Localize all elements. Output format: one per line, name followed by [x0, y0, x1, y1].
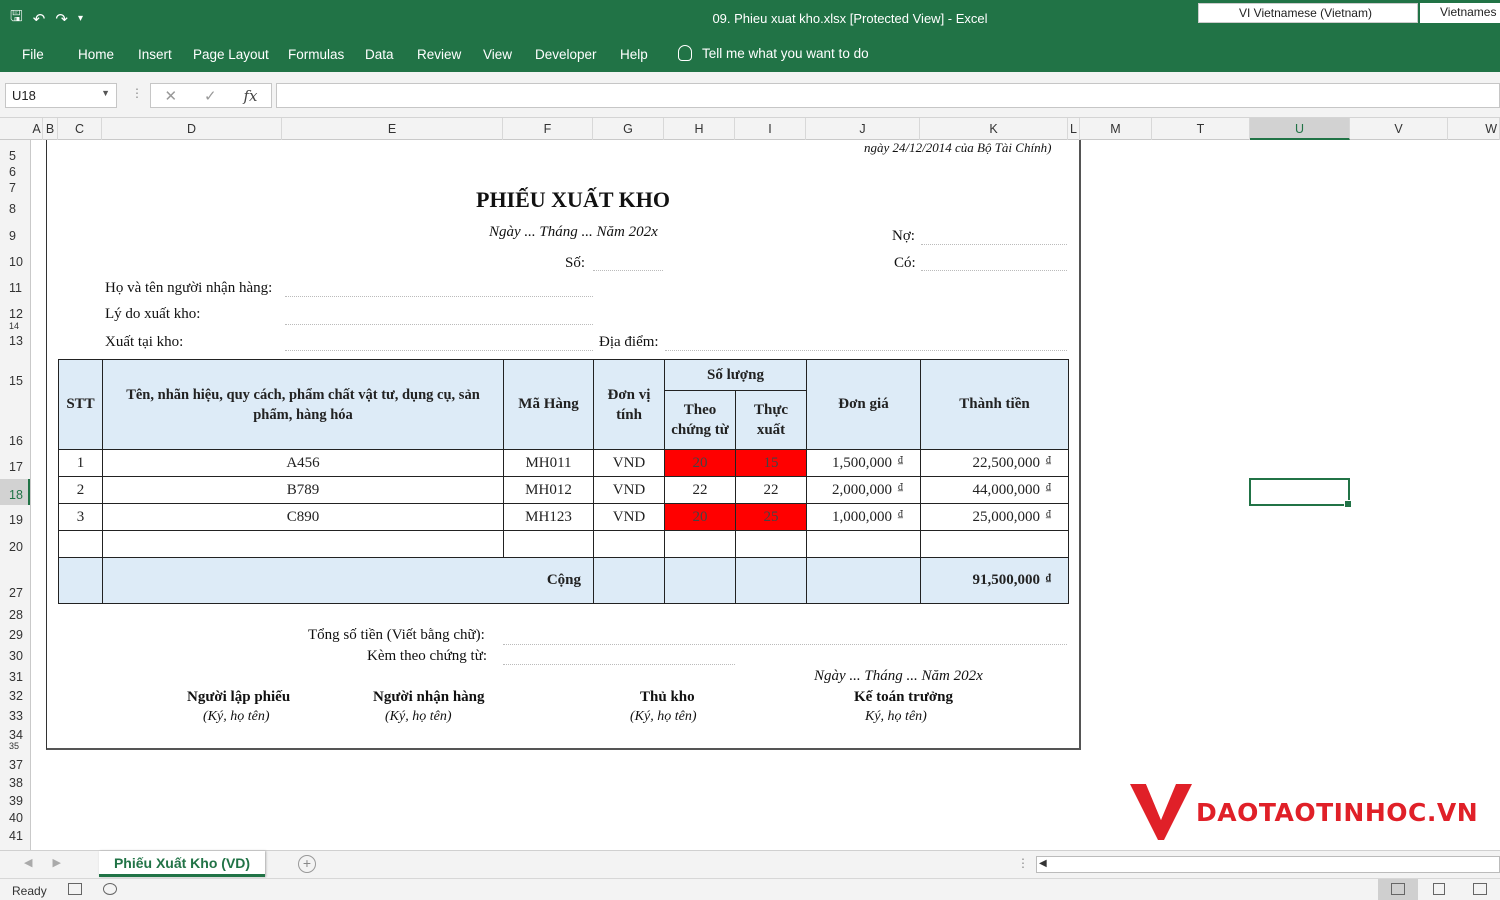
cell-unit[interactable]: VND	[594, 477, 665, 504]
warehouse-field[interactable]	[285, 350, 593, 351]
so-field[interactable]	[593, 270, 663, 271]
normal-view-button[interactable]	[1378, 879, 1418, 900]
col-header[interactable]: T	[1152, 118, 1250, 140]
next-sheet-icon[interactable]: ▶	[52, 857, 61, 869]
col-header[interactable]: G	[593, 118, 664, 140]
signer-role: Người lập phiếu	[187, 689, 291, 705]
scroll-left-icon[interactable]: ◀	[1039, 858, 1047, 869]
col-header[interactable]: W	[1448, 118, 1500, 140]
row-header[interactable]: 8	[9, 202, 16, 216]
customize-qat-icon[interactable]: ▾	[77, 13, 83, 24]
cell-unit-price[interactable]	[807, 504, 921, 531]
row-header[interactable]: 38	[9, 776, 23, 790]
cell-unit[interactable]: VND	[594, 504, 665, 531]
tab-home[interactable]: Home	[78, 47, 115, 62]
more-icon: ⋮	[1017, 856, 1029, 870]
title-bar	[0, 0, 1500, 38]
col-header[interactable]: H	[664, 118, 735, 140]
cell-unit-price[interactable]	[807, 450, 921, 477]
cell-code[interactable]: MH011	[504, 450, 594, 477]
warehouse-label: Xuất tại kho:	[105, 334, 184, 350]
signer-note: (Ký, họ tên)	[385, 709, 452, 724]
cell-empty[interactable]	[103, 531, 504, 558]
status-bar	[0, 878, 1500, 900]
cell-stt[interactable]: 2	[59, 477, 103, 504]
cell-empty[interactable]	[921, 531, 1069, 558]
lightbulb-icon	[678, 45, 692, 61]
cell-qty-actual[interactable]: 25	[736, 504, 807, 531]
sheet-tabs-bar	[0, 850, 1500, 878]
total-amount: 91,500,000	[972, 572, 1040, 588]
grid-icon	[1391, 883, 1405, 895]
table-row-empty	[59, 531, 1069, 558]
header-item-name: Tên, nhãn hiệu, quy cách, phẩm chất vật tư, dụng cụ, sản phẩm, hàng hóa	[103, 360, 504, 450]
row-header[interactable]: 37	[9, 758, 23, 772]
cell-unit[interactable]: VND	[594, 450, 665, 477]
row-headers	[0, 140, 31, 850]
status-text: Ready	[12, 884, 47, 898]
row-header[interactable]: 5	[9, 149, 16, 163]
cell-empty[interactable]	[504, 531, 594, 558]
sign-date: Ngày ... Tháng ... Năm 202x	[814, 668, 983, 684]
currency-symbol: ₫	[1045, 509, 1051, 520]
formula-input[interactable]	[276, 83, 1500, 108]
accessibility-icon[interactable]	[103, 883, 117, 895]
cell-item-name[interactable]: C890	[103, 504, 504, 531]
cell-unit-price[interactable]	[807, 477, 921, 504]
col-header[interactable]: F	[503, 118, 593, 140]
col-header[interactable]: E	[282, 118, 503, 140]
more-icon: ⋮	[131, 86, 143, 100]
col-header[interactable]: J	[806, 118, 920, 140]
row-header[interactable]: 16	[9, 434, 23, 448]
prev-sheet-icon[interactable]: ◀	[24, 857, 33, 869]
row-header[interactable]: 41	[9, 829, 23, 843]
cell-qty-actual[interactable]: 15	[736, 450, 807, 477]
row-header[interactable]: 6	[9, 165, 16, 179]
cell-stt[interactable]: 3	[59, 504, 103, 531]
location-label: Địa điểm:	[599, 334, 659, 350]
currency-symbol: ₫	[897, 509, 903, 520]
cell-empty[interactable]	[665, 558, 736, 604]
language-indicator[interactable]: VI Vietnamese (Vietnam)	[1198, 3, 1418, 23]
col-header[interactable]: I	[735, 118, 806, 140]
header-code: Mã Hàng	[504, 360, 594, 450]
sheet-tab-active[interactable]: Phiếu Xuất Kho (VD)	[99, 851, 265, 877]
receiver-field[interactable]	[285, 296, 593, 297]
row-header[interactable]: 29	[9, 628, 23, 642]
location-field[interactable]	[665, 350, 1067, 351]
price-value: 1,500,000	[832, 454, 892, 471]
col-header[interactable]: L	[1068, 118, 1080, 140]
cell-empty[interactable]	[665, 531, 736, 558]
tab-file[interactable]: File	[22, 47, 44, 62]
tab-insert[interactable]: Insert	[138, 47, 172, 62]
tab-view[interactable]: View	[483, 47, 513, 62]
cell-empty[interactable]	[807, 531, 921, 558]
cell-amount[interactable]	[921, 504, 1069, 531]
tell-me-label: Tell me what you want to do	[702, 45, 869, 61]
tell-me-box[interactable]	[678, 45, 869, 61]
page-icon	[1433, 883, 1445, 895]
col-header[interactable]: M	[1080, 118, 1152, 140]
signer-role: Người nhận hàng	[373, 689, 485, 705]
macro-record-icon[interactable]	[68, 883, 82, 895]
formula-buttons	[150, 83, 272, 108]
logo-mark-icon	[1128, 780, 1194, 842]
co-field[interactable]	[921, 270, 1067, 271]
cell-qty-actual[interactable]: 22	[736, 477, 807, 504]
cell-empty[interactable]	[594, 531, 665, 558]
signer-note: (Ký, họ tên)	[203, 709, 270, 724]
reason-label: Lý do xuất kho:	[105, 306, 201, 322]
header-amount: Thành tiền	[921, 360, 1069, 450]
col-header[interactable]: C	[58, 118, 102, 140]
table-row	[59, 450, 1069, 477]
selected-cell-u18[interactable]	[1249, 478, 1350, 506]
tab-formulas[interactable]: Formulas	[288, 47, 345, 62]
amount-value: 25,000,000	[972, 508, 1040, 525]
header-unit-price: Đơn giá	[807, 360, 921, 450]
cell-empty[interactable]	[59, 558, 103, 604]
cell-qty-doc[interactable]: 22	[665, 477, 736, 504]
worksheet-grid[interactable]	[31, 140, 1500, 850]
currency-symbol: ₫	[1045, 455, 1051, 466]
row-header[interactable]: 14	[9, 321, 20, 331]
decree-note: ngày 24/12/2014 của Bộ Tài Chính)	[864, 140, 1052, 155]
row-header[interactable]: 11	[9, 281, 22, 295]
currency-symbol: ₫	[1045, 482, 1051, 493]
ribbon-tabs	[0, 38, 1500, 72]
row-header[interactable]: 39	[9, 794, 23, 808]
row-header[interactable]: 12	[9, 307, 23, 321]
row-header[interactable]: 28	[9, 608, 23, 622]
price-value: 1,000,000	[832, 508, 892, 525]
col-header[interactable]: K	[920, 118, 1068, 140]
row-header[interactable]: 15	[9, 374, 23, 388]
header-qty-actual: Thực xuất	[736, 391, 807, 450]
tab-help[interactable]: Help	[620, 47, 648, 62]
cell-empty[interactable]	[594, 558, 665, 604]
column-headers	[0, 118, 1500, 140]
col-header-selected[interactable]: U	[1250, 118, 1350, 140]
page-layout-view-button[interactable]	[1420, 879, 1460, 900]
tab-page-layout[interactable]: Page Layout	[193, 47, 269, 62]
row-header[interactable]: 27	[9, 586, 23, 600]
header-quantity: Số lượng	[665, 360, 807, 391]
cell-empty[interactable]	[59, 531, 103, 558]
attached-docs-field[interactable]	[503, 664, 735, 665]
amount-value: 22,500,000	[972, 454, 1040, 471]
row-header[interactable]: 40	[9, 811, 23, 825]
header-qty-by-document: Theo chứng từ	[665, 391, 736, 450]
no-field[interactable]	[921, 244, 1067, 245]
table-row	[59, 477, 1069, 504]
row-header[interactable]: 7	[9, 181, 16, 195]
co-label: Có:	[894, 255, 916, 271]
no-label: Nợ:	[892, 228, 915, 244]
receiver-label: Họ và tên người nhận hàng:	[105, 280, 273, 296]
row-header[interactable]: 9	[9, 229, 16, 243]
cell-empty[interactable]	[807, 558, 921, 604]
cell-stt[interactable]: 1	[59, 450, 103, 477]
page-break-icon	[1473, 883, 1487, 895]
currency-symbol: ₫	[897, 455, 903, 466]
col-header[interactable]: V	[1350, 118, 1448, 140]
daotaotinhoc-logo	[1128, 780, 1500, 842]
cell-qty-doc[interactable]: 20	[665, 504, 736, 531]
name-box[interactable]	[5, 83, 117, 108]
tab-data[interactable]: Data	[365, 47, 394, 62]
row-header[interactable]: 34	[9, 728, 23, 742]
attached-docs-label: Kèm theo chứng từ:	[367, 648, 487, 664]
total-amount-cell[interactable]	[921, 558, 1069, 604]
row-header[interactable]: 17	[9, 460, 23, 474]
formula-bar	[0, 72, 1500, 118]
cancel-icon[interactable]: ✕	[164, 87, 178, 105]
currency-symbol: ₫	[1045, 573, 1051, 584]
cell-code[interactable]: MH123	[504, 504, 594, 531]
horizontal-scrollbar[interactable]	[1036, 856, 1500, 873]
cell-empty[interactable]	[736, 558, 807, 604]
row-header[interactable]: 10	[9, 255, 23, 269]
signer-note: (Ký, họ tên)	[630, 709, 697, 724]
signer-note: Ký, họ tên)	[865, 709, 927, 724]
sheet-nav	[24, 856, 61, 869]
cell-item-name[interactable]: B789	[103, 477, 504, 504]
header-unit: Đơn vị tính	[594, 360, 665, 450]
cell-code[interactable]: MH012	[504, 477, 594, 504]
row-header[interactable]: 30	[9, 649, 23, 663]
header-stt: STT	[59, 360, 103, 450]
row-header[interactable]: 32	[9, 689, 23, 703]
col-header[interactable]: A	[31, 118, 43, 140]
col-header[interactable]: D	[102, 118, 282, 140]
stock-issue-table	[58, 359, 1069, 604]
cell-qty-doc[interactable]: 20	[665, 450, 736, 477]
redo-icon[interactable]: ↷	[55, 10, 68, 28]
tab-developer[interactable]: Developer	[535, 47, 597, 62]
row-header[interactable]: 19	[9, 513, 23, 527]
total-in-words-field[interactable]	[503, 644, 1067, 645]
signer-role: Kế toán trưởng	[854, 689, 953, 705]
total-row	[59, 558, 1069, 604]
cell-item-name[interactable]: A456	[103, 450, 504, 477]
chevron-down-icon[interactable]: ▼	[101, 88, 110, 98]
price-value: 2,000,000	[832, 481, 892, 498]
window-title: 09. Phieu xuat kho.xlsx [Protected View] - Excel	[712, 11, 988, 26]
cell-amount[interactable]	[921, 477, 1069, 504]
row-header[interactable]: 31	[9, 670, 23, 684]
insert-function-icon[interactable]: fx	[243, 86, 258, 105]
cell-amount[interactable]	[921, 450, 1069, 477]
document-title: PHIẾU XUẤT KHO	[476, 187, 670, 212]
row-header[interactable]: 20	[9, 540, 23, 554]
row-header[interactable]: 35	[9, 741, 20, 751]
add-sheet-icon[interactable]: +	[298, 855, 316, 873]
reason-field[interactable]	[285, 324, 593, 325]
currency-symbol: ₫	[897, 482, 903, 493]
total-label: Cộng	[103, 558, 594, 604]
save-icon[interactable]: 🖫	[10, 8, 23, 25]
signer-role: Thủ kho	[640, 689, 695, 705]
col-header[interactable]: B	[43, 118, 58, 140]
total-in-words-label: Tổng số tiền (Viết bằng chữ):	[308, 627, 485, 643]
cell-empty[interactable]	[736, 531, 807, 558]
table-row	[59, 504, 1069, 531]
row-header-selected[interactable]: 18	[0, 479, 30, 505]
language-indicator-2[interactable]: Vietnames	[1420, 3, 1500, 23]
confirm-icon[interactable]: ✓	[203, 87, 217, 105]
so-label: Số:	[565, 255, 586, 271]
row-header[interactable]: 33	[9, 709, 23, 723]
undo-icon[interactable]: ↶	[32, 10, 46, 28]
name-box-value: U18	[12, 88, 36, 103]
tab-review[interactable]: Review	[417, 47, 462, 62]
date-line: Ngày ... Tháng ... Năm 202x	[489, 224, 658, 240]
row-header[interactable]: 13	[9, 334, 23, 348]
logo-text: DAOTAOTINHOC.VN	[1196, 798, 1479, 827]
amount-value: 44,000,000	[972, 481, 1040, 498]
page-break-view-button[interactable]	[1460, 879, 1500, 900]
